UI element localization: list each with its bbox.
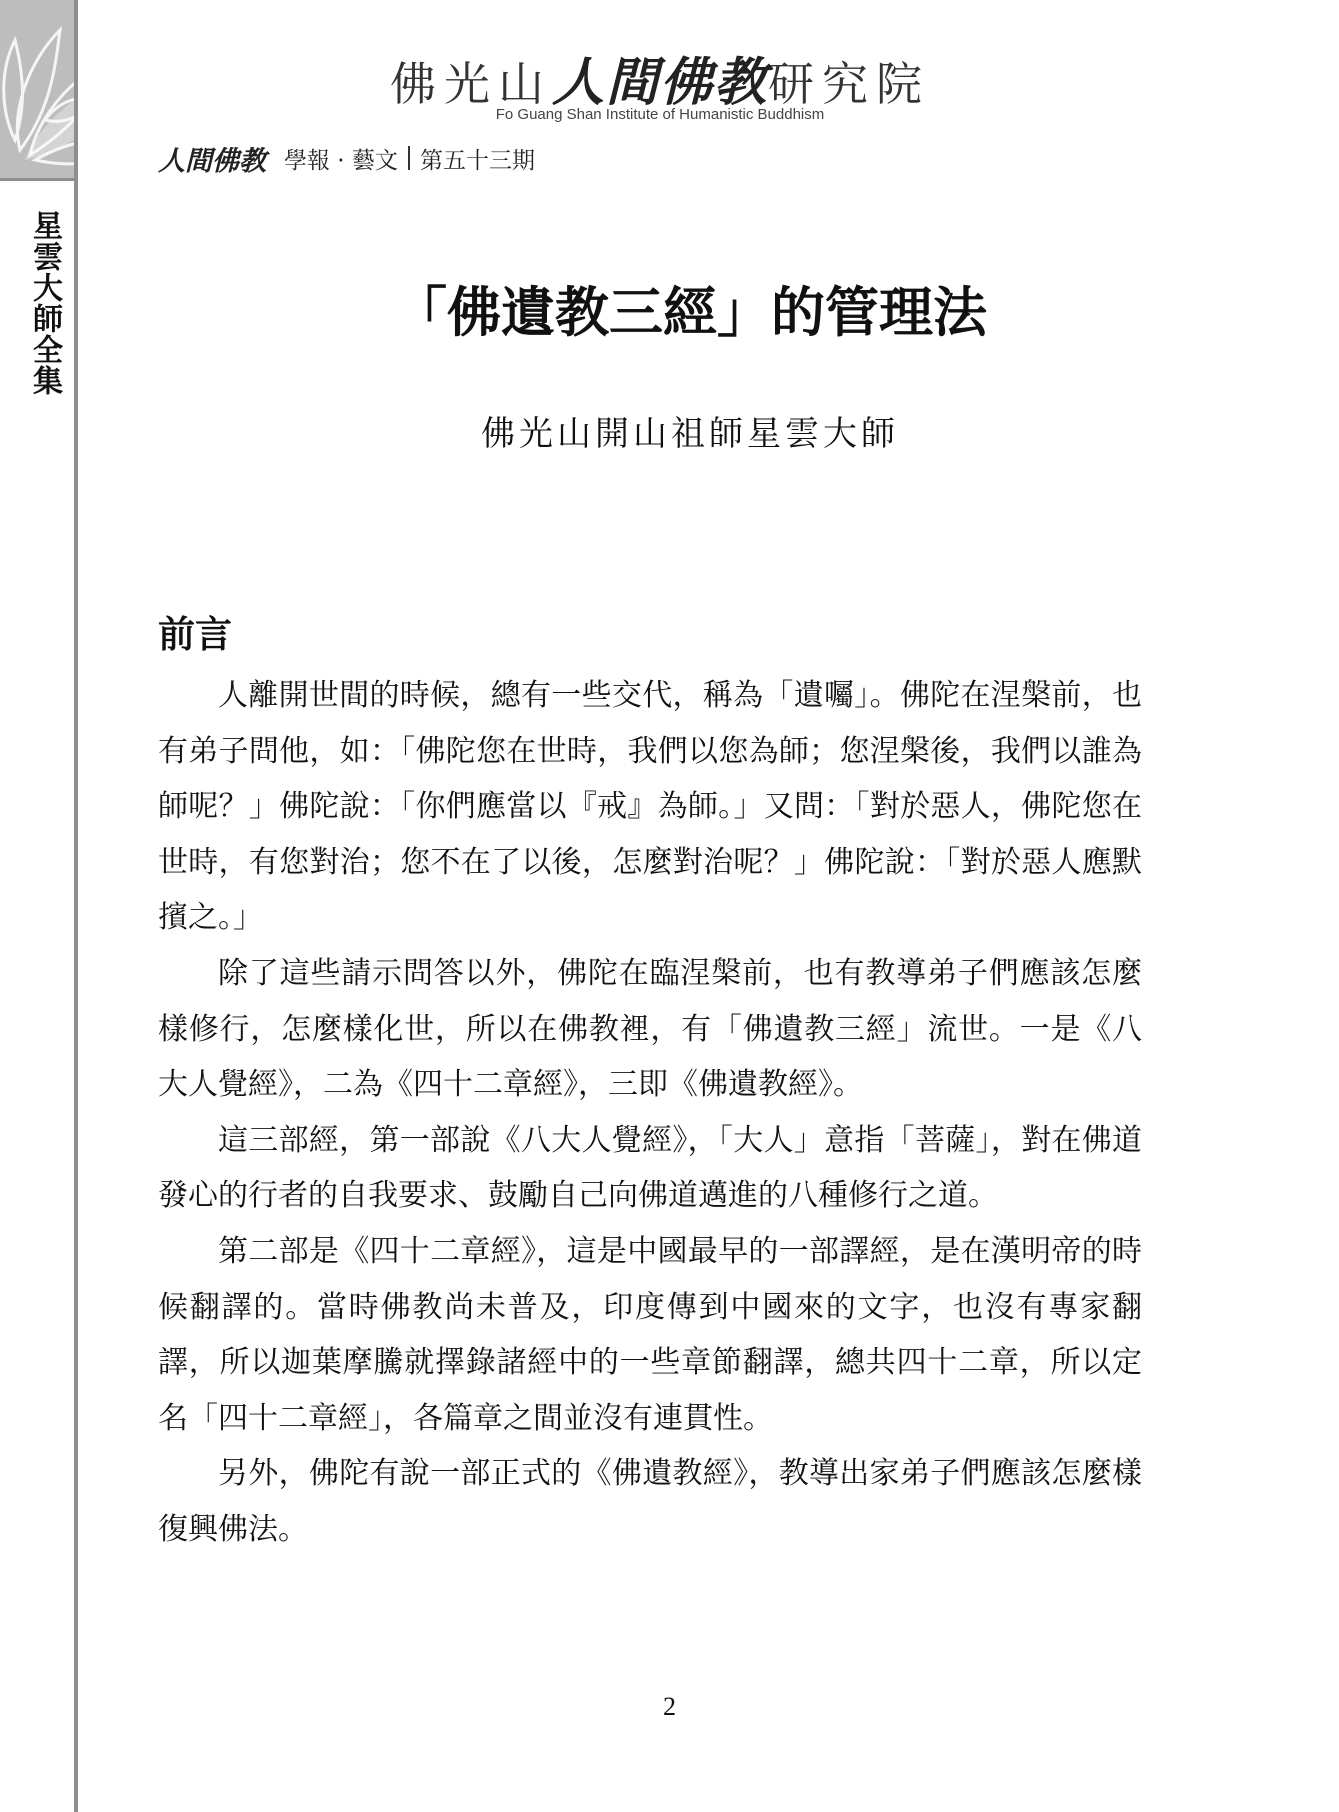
paragraph: 另外，佛陀有說一部正式的《佛遺教經》，教導出家弟子們應該怎麼樣復興佛法。 [158, 1456, 1142, 1547]
journal-section: 學報 · 藝文 [284, 147, 398, 174]
article-title: 「佛遺教三經」的管理法 [393, 281, 987, 344]
side-band [0, 0, 78, 1812]
side-rule [74, 0, 78, 1812]
journal-brand-logo: 人間佛教 [158, 145, 266, 177]
paragraph: 第二部是《四十二章經》，這是中國最早的一部譯經，是在漢明帝的時候翻譯的。當時佛教尚未普及，印度傳到中國來的文字，也沒有專家翻譯，所以迦葉摩騰就擇錄諸經中的一些章節翻譯，總共四十二章，所以定名「四十二章經」，各篇章之間並沒有連貫性。 [158, 1233, 1142, 1436]
journal-divider [408, 146, 410, 170]
paragraph: 除了這些請示問答以外，佛陀在臨涅槃前，也有教導弟子們應該怎麼樣修行，怎麼樣化世，所以在佛教裡，有「佛遺教三經」流世。一是《八大人覺經》，二為《四十二章經》，三即《佛遺教經》。 [158, 955, 1142, 1103]
side-rule-top [0, 178, 78, 181]
lotus-logo-icon [0, 0, 170, 200]
journal-header [158, 140, 535, 176]
page-number: 2 [663, 1692, 676, 1721]
institute-brand-logo: 人間佛教 [551, 52, 768, 113]
institute-prefix: 佛光山 [389, 57, 552, 111]
paragraph: 人離開世間的時候，總有一些交代，稱為「遺囑」。佛陀在涅槃前，也有弟子問他，如：「佛陀您在世時，我們以您為師；您涅槃後，我們以誰為師呢？」佛陀說：「你們應當以『戒』為師。」又問：「對於惡人，佛陀您在世時，有您對治；您不在了以後，怎麼對治呢？」佛陀說：「對於惡人應默擯之。」 [158, 678, 1142, 936]
article-body [158, 668, 1142, 1558]
institute-suffix: 研究院 [768, 57, 930, 111]
paragraph: 這三部經，第一部說《八大人覺經》，「大人」意指「菩薩」，對在佛道發心的行者的自我要求、鼓勵自己向佛道邁進的八種修行之道。 [158, 1122, 1142, 1214]
institute-title [370, 40, 950, 115]
series-title: 星雲大師全集 [27, 210, 62, 396]
article-author: 佛光山開山祖師星雲大師 [481, 414, 899, 454]
journal-issue: 第五十三期 [419, 147, 535, 174]
section-heading: 前言 [158, 613, 232, 656]
institute-english-name: Fo Guang Shan Institute of Humanistic Buddhism [495, 106, 825, 123]
